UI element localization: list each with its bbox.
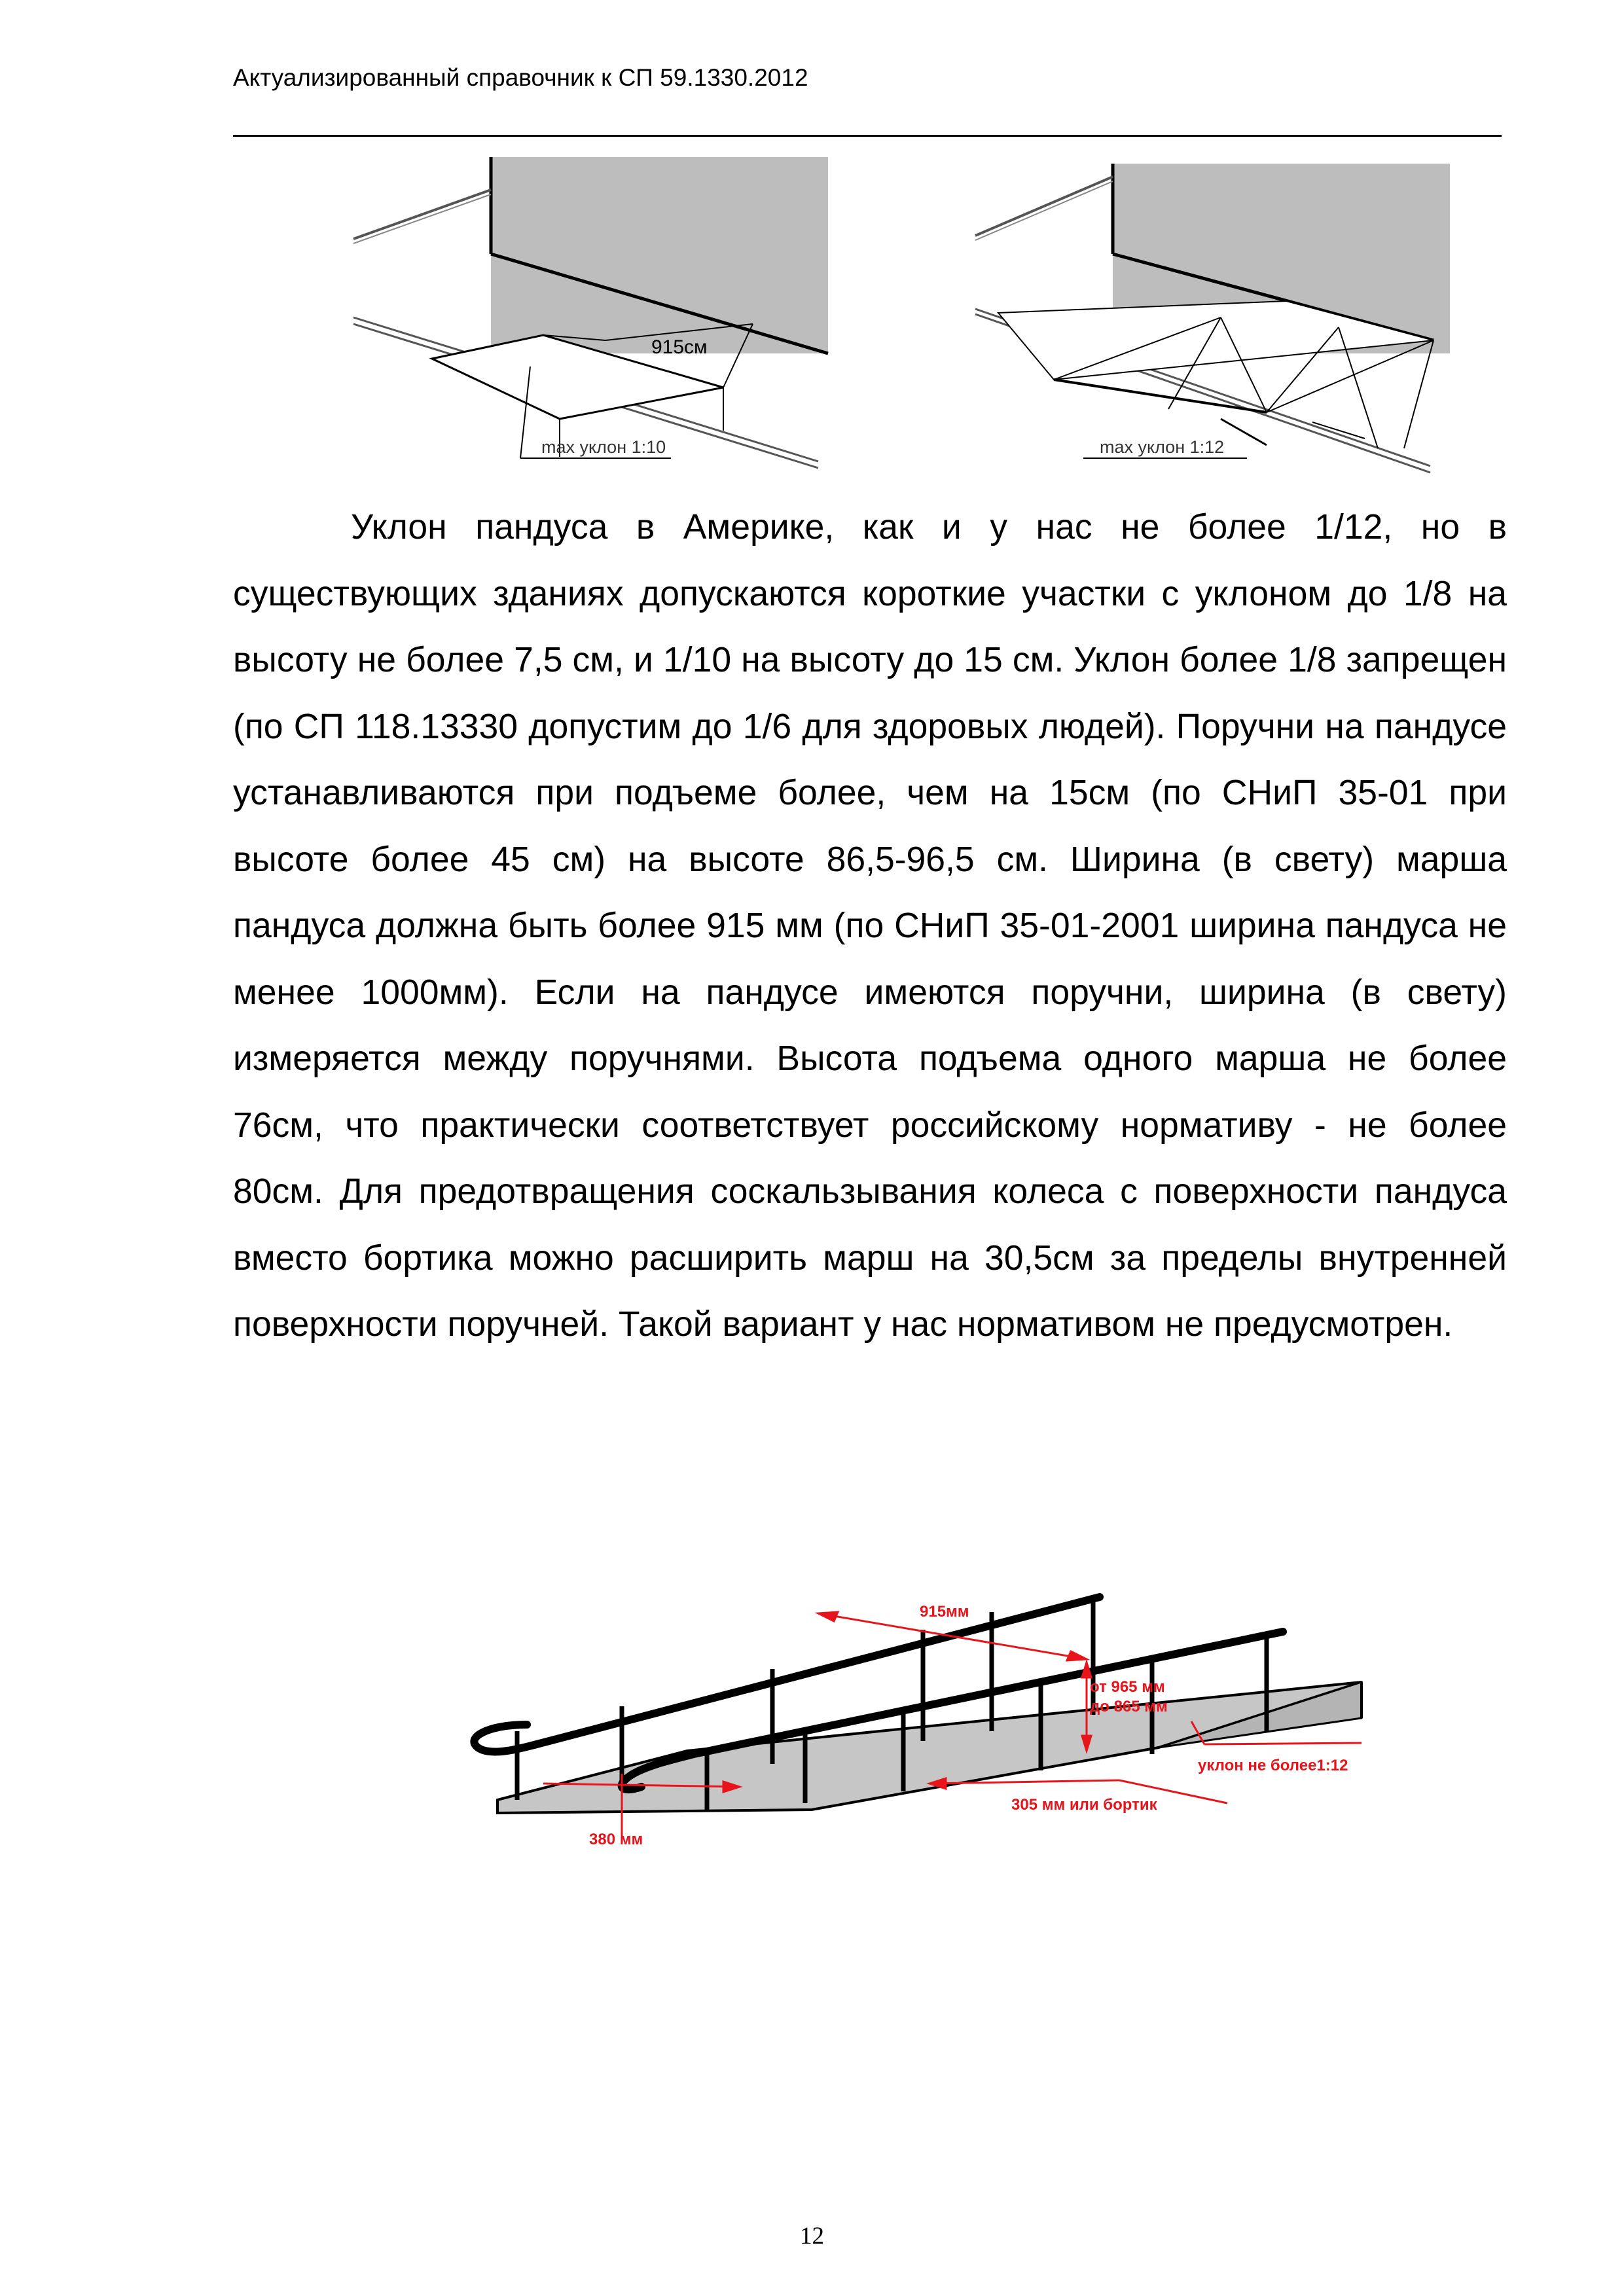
slope-label: max уклон 1:12 bbox=[1100, 437, 1225, 457]
width-label: 915мм bbox=[920, 1603, 969, 1621]
main-paragraph: Уклон пандуса в Америке, как и у нас не более 1/12, но в существующих зданиях допускаются короткие участки с уклоном до 1/8 на высоту не более 7,5 см, и 1/10 на высоту до 15 см. Уклон более 1/8 запрещен (по СП 118.13330 допустим до 1/6 для здоровых людей). Поручни на пандусе устанавливаются при подъеме более, чем на 15см (по СНиП 35-01 при высоте более 45 см) на высоте 86,5-96,5 см. Ширина (в свету) марша пандуса должна быть более 915 мм (по СНиП 35-01-2001 ширина пандуса не менее 1000мм). Если на пандусе имеются поручни, ширина (в свету) измеряется между поручнями. Высота подъема одного марша не более 76см, что практически соответствует российскому нормативу - не более 80см. Для предотвращения соскальзывания колеса с поверхности пандуса вместо бортика можно расширить марш на 30,5см за пределы внутренней поверхности поручней. Такой вариант у нас нормативом не предусмотрен. bbox=[233, 508, 1507, 1344]
slope-leader bbox=[1204, 1743, 1362, 1744]
header-rule bbox=[233, 135, 1502, 137]
slope-label: max уклон 1:10 bbox=[541, 437, 666, 457]
height-label-to: до 865 мм bbox=[1090, 1698, 1168, 1715]
figure-ramp-handrails bbox=[432, 1535, 1414, 1875]
curb-label: 305 мм или бортик bbox=[1011, 1796, 1157, 1814]
extension-label: 380 мм bbox=[589, 1831, 643, 1848]
body-text bbox=[233, 494, 1507, 1358]
upper-edge-line bbox=[353, 190, 491, 239]
upper-edge-line bbox=[975, 177, 1113, 236]
figure-ramp-slope-1-10 bbox=[347, 151, 831, 478]
dimension-label: 915см bbox=[651, 336, 708, 358]
figure-ramp-slope-1-12 bbox=[972, 151, 1456, 478]
height-label-from: от 965 мм bbox=[1090, 1678, 1165, 1696]
page-number: 12 bbox=[800, 2223, 824, 2250]
running-header: Актуализированный справочник к СП 59.1330.2012 bbox=[233, 64, 808, 91]
slope-label: уклон не более1:12 bbox=[1198, 1757, 1348, 1774]
wall bbox=[491, 157, 828, 353]
